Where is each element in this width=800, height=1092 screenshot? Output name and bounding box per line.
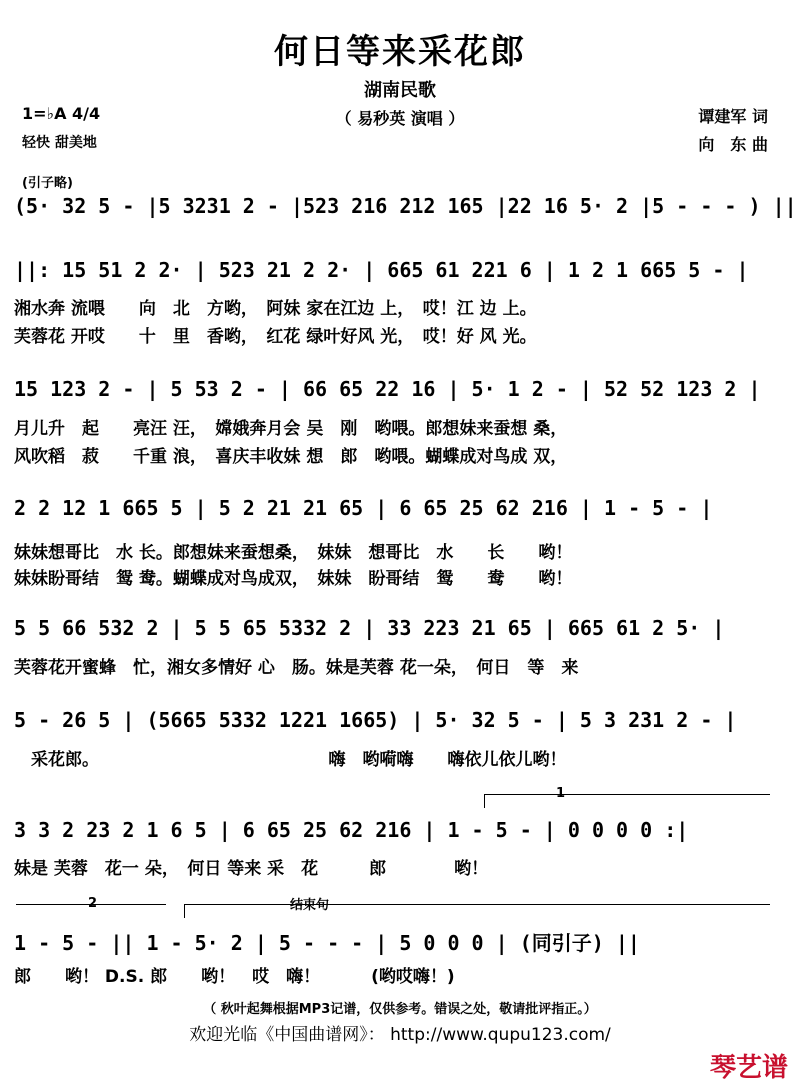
lyrics-row-2-verse-1: 湘水奔 流喂 向 北 方哟， 阿妹 家在江边 上， 哎！江 边 上。 — [14, 299, 537, 319]
key-signature: 1=♭A 4/4 — [22, 104, 101, 123]
lyricist-credit: 谭建军 词 — [698, 107, 768, 126]
notation-row-5: 5 5 66 532 2 | 5 5 65 5332 2 | 33 223 21 65 | 665 61 2 5· | — [14, 616, 725, 640]
volta-2-label: 2 — [88, 896, 98, 911]
tempo-marking: 轻快 甜美地 — [22, 135, 97, 151]
notation-row-1: (5· 32 5 - |5 3231 2 - |523 216 212 165 |22 16 5· 2 |5 - - - ) || — [14, 194, 797, 218]
notation-row-6: 5 - 26 5 | (5665 5332 1221 1665) | 5· 32 5 - | 5 3 231 2 - | — [14, 708, 737, 732]
singer-credit: （ 易秒英 演唱 ） — [335, 109, 465, 128]
notation-row-4: 2 2 12 1 665 5 | 5 2 21 21 65 | 6 65 25 62 216 | 1 - 5 - | — [14, 496, 713, 520]
lyrics-row-2-verse-2: 芙蓉花 开哎 十 里 香哟， 红花 绿叶好风 光， 哎！好 风 光。 — [14, 327, 537, 347]
site-logo: 琴艺谱 — [709, 1053, 788, 1083]
lyrics-row-4-verse-1: 妹妹想哥比 水 长。郎想妹来蚕想桑， 妹妹 想哥比 水 长 哟！ — [14, 543, 573, 563]
subtitle: 湖南民歌 — [364, 80, 436, 101]
lyrics-row-5: 芙蓉花开蜜蜂 忙，湘女多情好 心 肠。妹是芙蓉 花一朵， 何日 等 来 — [14, 658, 579, 678]
volta-1-label: 1 — [556, 786, 566, 801]
lyrics-row-3-verse-1: 月儿升 起 亮汪 汪， 嫦娥奔月会 吴 刚 哟喂。郎想妹来蚕想 桑， — [14, 419, 568, 439]
ending-label: 结束句 — [290, 898, 330, 913]
lyrics-row-6: 采花郎。 嗨 哟嗬嗨 嗨依儿依儿哟！ — [14, 750, 567, 770]
notation-row-2: ||: 15 51 2 2· | 523 21 2 2· | 665 61 221 6 | 1 2 1 665 5 - | — [14, 258, 749, 282]
lyrics-row-4-verse-2: 妹妹盼哥结 鸳 鸯。蝴蝶成对鸟成双， 妹妹 盼哥结 鸳 鸯 哟！ — [14, 569, 573, 589]
notation-row-7: 3 3 2 23 2 1 6 5 | 6 65 25 62 216 | 1 - 5 - | 0 0 0 0 :| — [14, 818, 689, 842]
lyrics-row-3-verse-2: 风吹稻 菽 千重 浪， 喜庆丰收妹 想 郎 哟喂。蝴蝶成对鸟成 双， — [14, 447, 568, 467]
transcriber-note: （ 秋叶起舞根据MP3记谱，仅供参考。错误之处，敬请批评指正。） — [203, 1002, 597, 1017]
lyrics-row-8: 郎 哟！ D.S. 郎 哟！ 哎 嗨！ (哟哎嗨！) — [14, 967, 455, 987]
lyrics-row-7: 妹是 芙蓉 花一 朵， 何日 等来 采 花 郎 哟！ — [14, 859, 489, 879]
site-welcome: 欢迎光临《中国曲谱网》： http://www.qupu123.com/ — [189, 1025, 611, 1045]
intro-label: (引子略) — [22, 176, 73, 191]
composer-credit: 向 东 曲 — [698, 135, 768, 154]
page-title: 何日等来采花郎 — [274, 32, 526, 72]
notation-row-8: 1 - 5 - || 1 - 5· 2 | 5 - - - | 5 0 0 0 | (同引子) || — [14, 931, 640, 955]
notation-row-3: 15 123 2 - | 5 53 2 - | 66 65 22 16 | 5· 1 2 - | 52 52 123 2 | — [14, 377, 761, 401]
